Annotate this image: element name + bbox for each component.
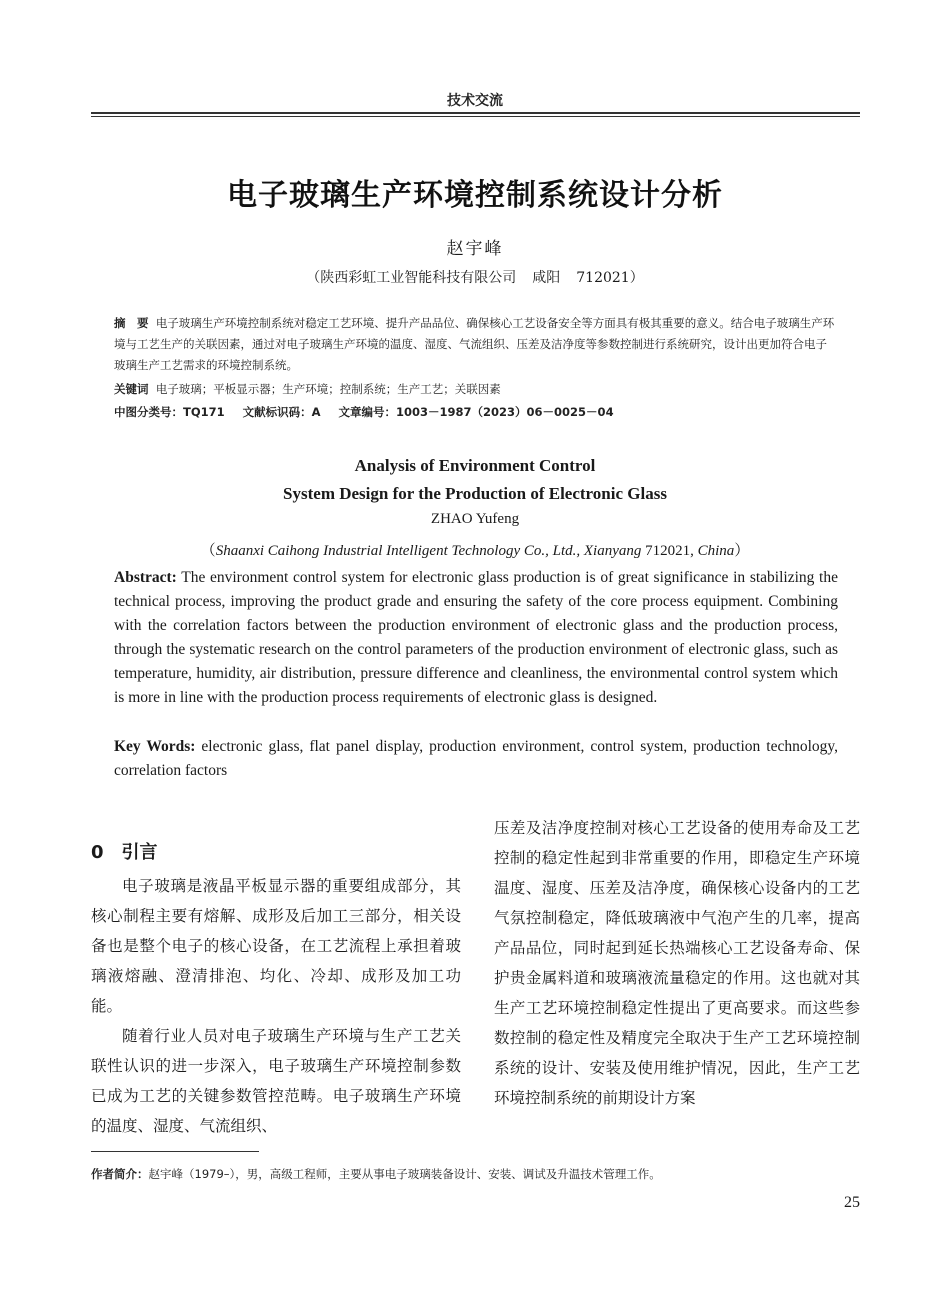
chinese-author: 赵宇峰 bbox=[446, 239, 504, 259]
document-code: 文献标识码：A bbox=[242, 405, 321, 419]
body-paragraph: 压差及洁净度控制对核心工艺设备的使用寿命及工艺控制的稳定性起到非常重要的作用，即稳定生产环境温度、湿度、压差及洁净度，确保核心设备内的工艺气氛控制稳定，降低玻璃液中气泡产生的几率，提高产品品位，同时起到延长热端核心工艺设备寿命、保护贵金属料道和玻璃液流量稳定的作用。这也就对其生产工艺环境控制稳定性提出了更高要求。而这些参数控制的稳定性及精度完全取决于生产工艺环境控制系统的设计、安装及使用维护情况，因此，生产工艺环境控制系统的前期设计方案 bbox=[494, 819, 860, 1107]
english-title bbox=[0, 452, 950, 508]
english-affiliation-org: Shaanxi Caihong Industrial Intelligent Technology Co., Ltd., Xianyang bbox=[215, 543, 642, 559]
english-affiliation-country: China bbox=[697, 543, 735, 559]
english-affiliation-zip: 712021, bbox=[641, 543, 698, 559]
chinese-keywords-label: 关键词 bbox=[114, 382, 149, 396]
footnote-text: 赵宇峰（1979–），男，高级工程师，主要从事电子玻璃装备设计、安装、调试及升温技术管理工作。 bbox=[148, 1167, 661, 1181]
body-column-right bbox=[494, 813, 860, 1113]
footnote-rule bbox=[91, 1151, 259, 1152]
chinese-keywords-text: 电子玻璃；平板显示器；生产环境；控制系统；生产工艺；关联因素 bbox=[155, 382, 501, 396]
journal-section-label: 技术交流 bbox=[447, 93, 503, 109]
classification-line bbox=[114, 404, 838, 420]
english-abstract bbox=[114, 566, 838, 710]
english-abstract-label: Abstract: bbox=[114, 569, 177, 586]
classification-number: 中图分类号：TQ171 bbox=[114, 405, 225, 419]
chinese-affiliation-city: 咸阳 bbox=[532, 270, 561, 286]
body-paragraph: 随着行业人员对电子玻璃生产环境与生产工艺关联性认识的进一步深入，电子玻璃生产环境控制参数已成为工艺的关键参数管控范畴。电子玻璃生产环境的温度、湿度、气流组织、 bbox=[91, 1027, 461, 1135]
chinese-affiliation-zip: 712021） bbox=[576, 270, 644, 286]
body-paragraph: 电子玻璃是液晶平板显示器的重要组成部分，其核心制程主要有熔解、成形及后加工三部分，相关设备也是整个电子的核心设备，在工艺流程上承担着玻璃液熔融、澄清排泡、均化、冷却、成形及加工功能。 bbox=[91, 877, 461, 1015]
chinese-affiliation bbox=[0, 267, 950, 287]
chinese-keywords bbox=[114, 381, 838, 397]
english-affiliation-close: ） bbox=[734, 543, 750, 559]
chinese-title: 电子玻璃生产环境控制系统设计分析 bbox=[227, 178, 723, 213]
english-keywords bbox=[114, 735, 838, 783]
english-abstract-text: The environment control system for electronic glass production is of great significance in stabilizing the technical process, improving the product grade and ensuring the safety of the core process equipment. Combining with the correlation factors between the production environment of electronic glass and the production process, through the systematic research on the control parameters of the production environment of electronic glass, such as temperature, humidity, air distribution, pressure difference and cleanliness, the environmental control system which is more in line with the production process requirements of electronic glass is designed. bbox=[114, 569, 838, 706]
english-title-line2: System Design for the Production of Electronic Glass bbox=[283, 484, 667, 503]
body-column-left bbox=[91, 871, 461, 1141]
header-rule-thin bbox=[91, 116, 860, 117]
english-title-line1: Analysis of Environment Control bbox=[354, 456, 596, 475]
article-number: 文章编号：1003－1987（2023）06－0025－04 bbox=[338, 405, 614, 419]
chinese-abstract bbox=[114, 313, 838, 376]
english-affiliation-open: （ bbox=[200, 543, 216, 559]
footnote-label: 作者简介： bbox=[91, 1167, 149, 1181]
english-affiliation bbox=[0, 539, 950, 560]
author-footnote bbox=[91, 1166, 860, 1182]
page-number: 25 bbox=[844, 1194, 860, 1211]
chinese-abstract-label: 摘 要 bbox=[114, 316, 149, 330]
chinese-abstract-text: 电子玻璃生产环境控制系统对稳定工艺环境、提升产品品位、确保核心工艺设备安全等方面具有极其重要的意义。结合电子玻璃生产环境与工艺生产的关联因素，通过对电子玻璃生产环境的温度、湿度、气流组织、压差及洁净度等参数控制进行系统研究，设计出更加符合电子玻璃生产工艺需求的环境控制系统。 bbox=[114, 316, 835, 372]
english-author: ZHAO Yufeng bbox=[430, 511, 520, 527]
chinese-affiliation-org: （陕西彩虹工业智能科技有限公司 bbox=[306, 270, 517, 286]
english-keywords-text: electronic glass, flat panel display, production environment, control system, production technology, correlation factors bbox=[114, 738, 839, 779]
english-keywords-label: Key Words: bbox=[114, 738, 196, 755]
section-0-heading: 0 引言 bbox=[91, 842, 158, 863]
header-rule-thick bbox=[91, 112, 860, 114]
